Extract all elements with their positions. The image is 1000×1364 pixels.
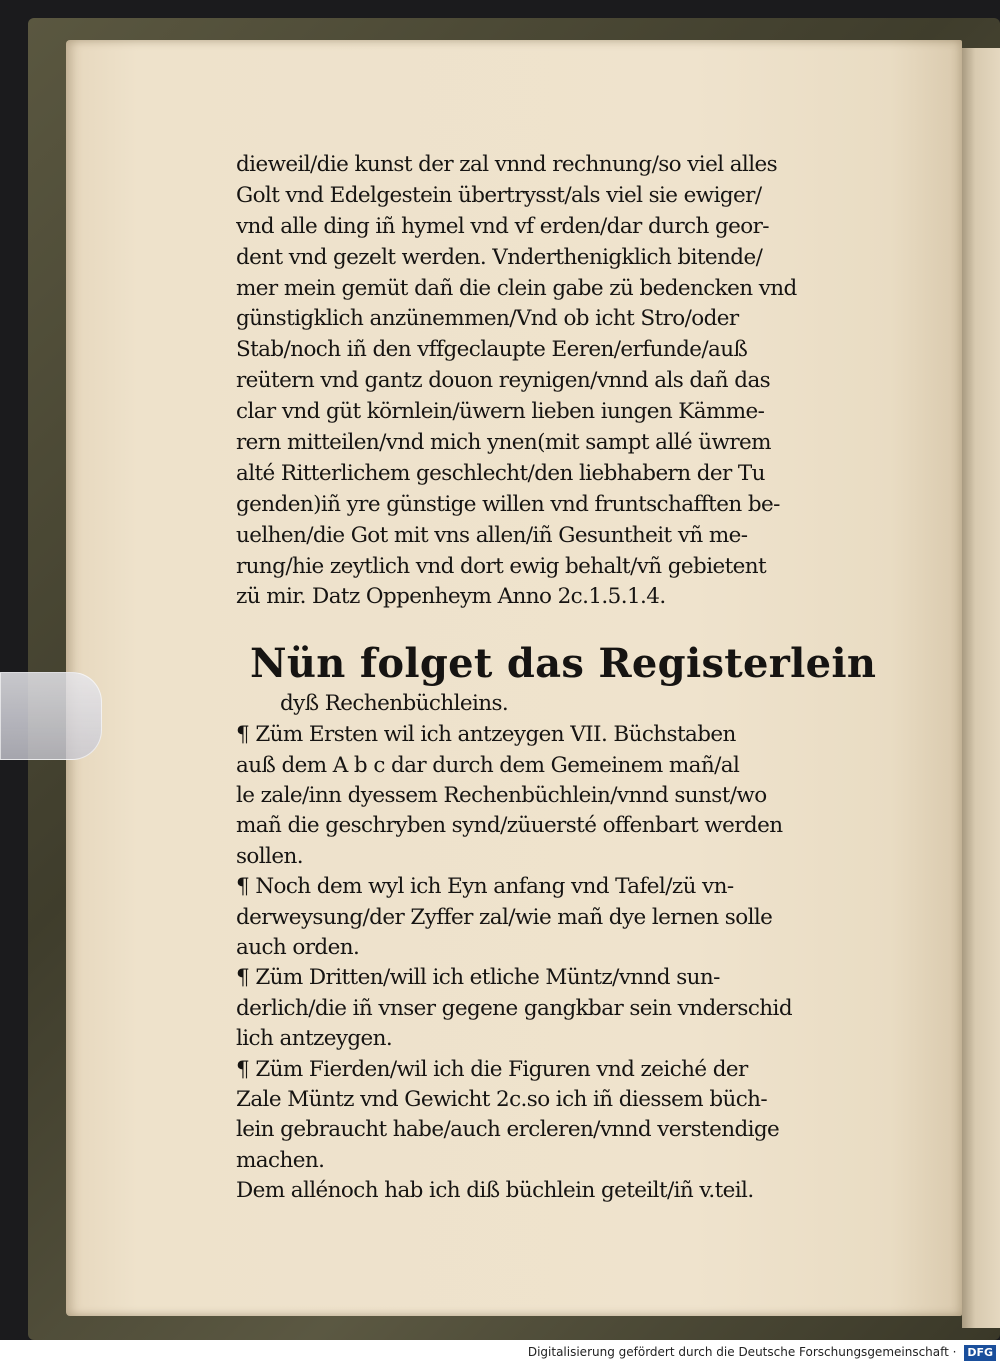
register-line: lein gebraucht habe/auch ercleren/vnnd verstendige <box>236 1117 780 1143</box>
text-line: reütern vnd gantz douon reynigen/vnnd als dañ das <box>236 368 771 394</box>
facing-page-edge <box>962 48 1000 1328</box>
text-line: dent vnd gezelt werden. Vnderthenigklich bitende/ <box>236 244 763 270</box>
register-line: le zale/inn dyessem Rechenbüchlein/vnnd sunst/wo <box>236 783 767 809</box>
text-line: dieweil/die kunst der zal vnnd rechnung/so viel alles <box>236 152 778 177</box>
register-line: machen. <box>236 1147 325 1173</box>
dedication-paragraph <box>236 150 836 613</box>
register-line: derlich/die iñ vnser gegene gangkbar sein vnderschid <box>236 995 792 1021</box>
text-line: zü mir. Datz Oppenheym Anno 2c.1.5.1.4. <box>236 584 666 610</box>
register-line: auß dem A b c dar durch dem Gemeinem mañ/al <box>236 752 740 778</box>
register-list <box>236 720 836 1206</box>
text-line: Stab/noch iñ den vffgeclaupte Eeren/erfunde/auß <box>236 337 748 363</box>
text-line: Golt vnd Edelgestein übertrysst/als viel sie ewiger/ <box>236 182 762 208</box>
footer-text: Digitalisierung gefördert durch die Deutsche Forschungsgemeinschaft <box>527 1345 949 1359</box>
page-clip <box>0 672 102 760</box>
register-line: sollen. <box>236 843 303 869</box>
register-line: mañ die geschryben synd/züuersté offenbart werden <box>236 813 783 839</box>
footer-bar: Digitalisierung gefördert durch die Deutsche Forschungsgemeinschaft · DFG <box>0 1340 1000 1364</box>
register-line: ¶ Züm Ersten wil ich antzeygen VII. Büchstaben <box>236 722 736 748</box>
register-line: Dem allénoch hab ich diß büchlein geteilt/iñ v.teil. <box>236 1178 754 1204</box>
text-line: rern mitteilen/vnd mich ynen(mit sampt allé üwrem <box>236 430 771 456</box>
text-line: alté Ritterlichem geschlecht/den liebhabern der Tu <box>236 460 765 486</box>
dfg-logo: DFG <box>964 1345 996 1361</box>
register-line: ¶ Züm Dritten/will ich etliche Müntz/vnnd sun- <box>236 965 720 991</box>
register-line: auch orden. <box>236 934 360 960</box>
text-line: vnd alle ding iñ hymel vnd vf erden/dar durch geor- <box>236 213 769 239</box>
text-line: clar vnd güt körnlein/üwern lieben iungen Kämme- <box>236 399 765 425</box>
register-line: ¶ Züm Fierden/wil ich die Figuren vnd zeiché der <box>236 1056 748 1082</box>
text-line: mer mein gemüt dañ die clein gabe zü bedencken vnd <box>236 275 797 301</box>
register-line: Zale Müntz vnd Gewicht 2c.so ich iñ diessem büch- <box>236 1086 768 1112</box>
register-line: lich antzeygen. <box>236 1026 393 1052</box>
register-line: ¶ Noch dem wyl ich Eyn anfang vnd Tafel/zü vn- <box>236 874 734 900</box>
text-line: genden)iñ yre günstige willen vnd fruntschafften be- <box>236 491 780 517</box>
register-heading: Nün folget das Registerlein <box>250 640 877 688</box>
text-line: rung/hie zeytlich vnd dort ewig behalt/vñ gebietent <box>236 553 767 579</box>
register-subheading: dyß Rechenbüchleins. <box>280 691 509 717</box>
text-line: uelhen/die Got mit vns allen/iñ Gesuntheit vñ me- <box>236 522 748 548</box>
register-line: derweysung/der Zyffer zal/wie mañ dye lernen solle <box>236 904 773 930</box>
text-line: günstigklich anzünemmen/Vnd ob icht Stro/oder <box>236 306 739 332</box>
page-text <box>236 150 877 1207</box>
